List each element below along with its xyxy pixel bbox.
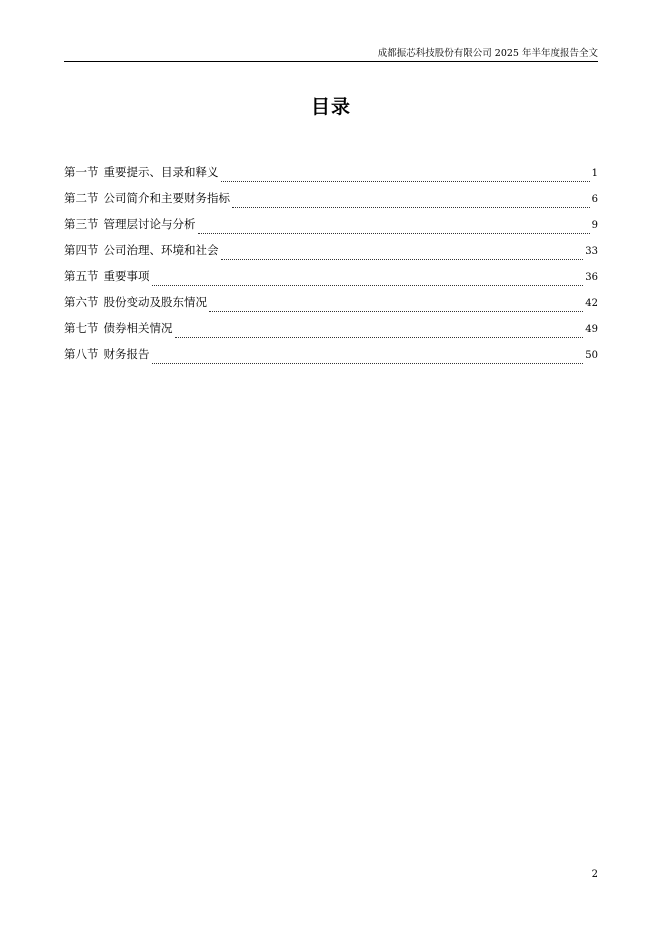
- toc-section-number: 第五节: [64, 269, 99, 283]
- toc-dot-leader: [175, 329, 584, 338]
- toc-section-number: 第八节: [64, 347, 99, 361]
- running-header: 成都振芯科技股份有限公司 2025 年半年度报告全文: [377, 48, 598, 59]
- toc-dot-leader: [232, 199, 590, 208]
- toc-section-number: 第三节: [64, 217, 99, 231]
- toc-entry[interactable]: [64, 240, 598, 266]
- toc-section-title: 股份变动及股东情况: [103, 295, 207, 309]
- toc-dot-leader: [198, 225, 590, 234]
- toc-section-title: 重要事项: [103, 269, 150, 283]
- toc-section-number: 第七节: [64, 321, 99, 335]
- toc-section-title: 财务报告: [103, 347, 150, 361]
- toc-page-number: 49: [585, 324, 598, 335]
- toc-entry[interactable]: [64, 188, 598, 214]
- table-of-contents: [64, 162, 598, 370]
- page-title: 目录: [310, 96, 351, 118]
- toc-page-number: 50: [585, 350, 598, 361]
- toc-dot-leader: [221, 251, 584, 260]
- toc-page-number: 42: [585, 298, 598, 309]
- toc-entry[interactable]: [64, 266, 598, 292]
- toc-page-number: 9: [591, 220, 598, 231]
- toc-entry[interactable]: [64, 162, 598, 188]
- toc-page-number: 1: [591, 168, 598, 179]
- toc-page-number: 36: [585, 272, 598, 283]
- toc-entry[interactable]: [64, 292, 598, 318]
- toc-section-title: 重要提示、目录和释义: [103, 165, 219, 179]
- toc-dot-leader: [221, 173, 590, 182]
- page-number: 2: [591, 869, 598, 880]
- toc-section-number: 第二节: [64, 191, 99, 205]
- toc-section-number: 第四节: [64, 243, 99, 257]
- toc-dot-leader: [152, 355, 584, 364]
- header-rule: [64, 61, 598, 62]
- toc-entry[interactable]: [64, 344, 598, 370]
- toc-dot-leader: [209, 303, 583, 312]
- toc-page-number: 6: [591, 194, 598, 205]
- toc-section-title: 管理层讨论与分析: [103, 217, 196, 231]
- toc-entry[interactable]: [64, 214, 598, 240]
- toc-dot-leader: [152, 277, 584, 286]
- toc-section-number: 第一节: [64, 165, 99, 179]
- toc-page-number: 33: [585, 246, 598, 257]
- toc-section-title: 公司治理、环境和社会: [103, 243, 219, 257]
- toc-section-number: 第六节: [64, 295, 99, 309]
- toc-entry[interactable]: [64, 318, 598, 344]
- toc-section-title: 债券相关情况: [103, 321, 173, 335]
- toc-section-title: 公司简介和主要财务指标: [103, 191, 230, 205]
